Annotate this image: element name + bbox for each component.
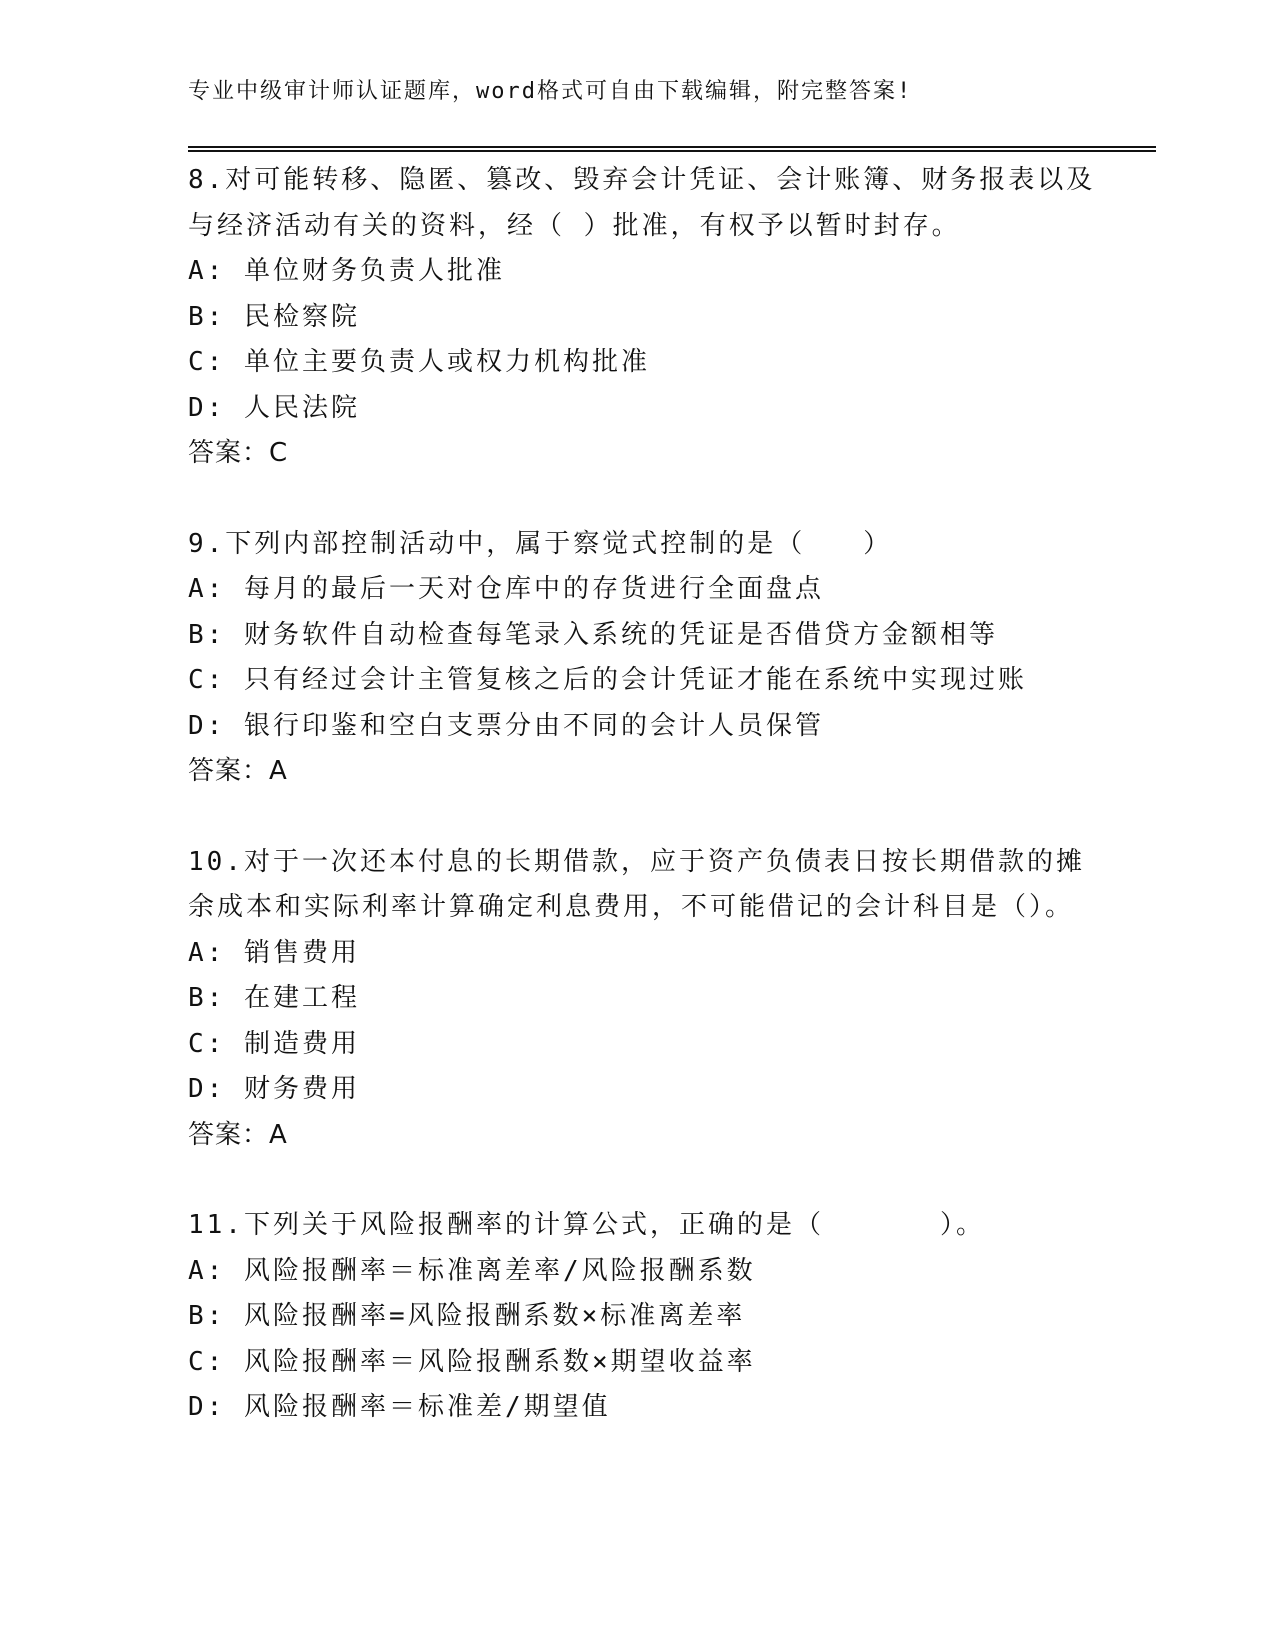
option-a: A: 风险报酬率＝标准离差率/风险报酬系数 (188, 1255, 756, 1286)
option-a: A: 单位财务负责人批准 (188, 256, 505, 286)
question-10 (188, 840, 1098, 1159)
question-stem: 11.下列关于风险报酬率的计算公式，正确的是（ ）。 (188, 1210, 985, 1240)
answer-line: 答案：A (188, 756, 288, 786)
option-c: C: 只有经过会计主管复核之后的会计凭证才能在系统中实现过账 (188, 665, 1027, 695)
question-stem: 10.对于一次还本付息的长期借款，应于资产负债表日按长期借款的摊余成本和实际利率计算确定利息费用，不可能借记的会计科目是（）。 (188, 846, 1085, 922)
header-divider (188, 146, 1156, 152)
question-9 (188, 522, 1098, 795)
option-b: B: 在建工程 (188, 983, 360, 1013)
option-a: A: 每月的最后一天对仓库中的存货进行全面盘点 (188, 574, 824, 604)
option-b: B: 民检察院 (188, 301, 360, 332)
question-stem: 8.对可能转移、隐匿、篡改、毁弃会计凭证、会计账簿、财务报表以及与经济活动有关的资料，经（ ）批准，有权予以暂时封存。 (188, 165, 1096, 241)
answer-line: 答案：A (188, 1119, 288, 1150)
option-d: D: 人民法院 (188, 392, 360, 423)
option-d: D: 风险报酬率＝标准差/期望值 (188, 1392, 611, 1422)
question-11 (188, 1203, 1098, 1431)
option-b: B: 风险报酬率=风险报酬系数×标准离差率 (188, 1301, 746, 1331)
option-c: C: 单位主要负责人或权力机构批准 (188, 347, 650, 377)
option-d: D: 银行印鉴和空白支票分由不同的会计人员保管 (188, 710, 824, 741)
question-stem: 9.下列内部控制活动中，属于察觉式控制的是（ ） (188, 528, 893, 559)
option-c: C: 制造费用 (188, 1028, 360, 1059)
question-8 (188, 158, 1098, 477)
question-list (188, 158, 1098, 1431)
option-a: A: 销售费用 (188, 937, 360, 968)
page-header: 专业中级审计师认证题库，word格式可自由下载编辑，附完整答案! (188, 79, 913, 104)
option-d: D: 财务费用 (188, 1074, 360, 1104)
option-b: B: 财务软件自动检查每笔录入系统的凭证是否借贷方金额相等 (188, 619, 998, 650)
answer-line: 答案：C (188, 438, 289, 468)
option-c: C: 风险报酬率＝风险报酬系数×期望收益率 (188, 1346, 756, 1377)
